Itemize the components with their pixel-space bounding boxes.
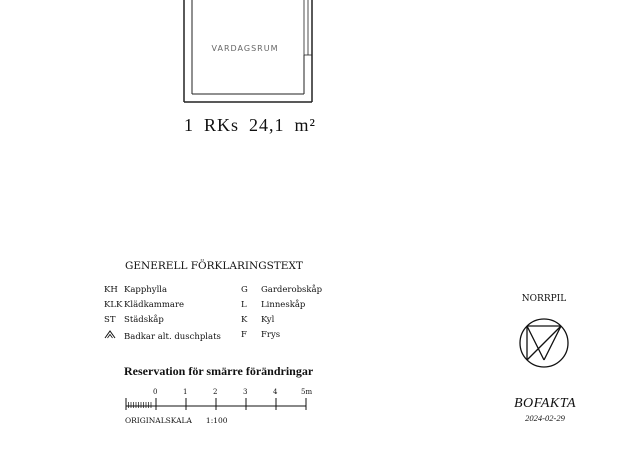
scale-tick-label: 2 bbox=[213, 388, 218, 396]
brand-date: 2024-02-29 bbox=[525, 413, 565, 423]
scale-tick-label: 1 bbox=[183, 388, 188, 396]
legend-label: Kapphylla bbox=[124, 285, 168, 295]
apartment-area-unit: m² bbox=[294, 115, 316, 135]
scale-tick-label: 3 bbox=[243, 388, 248, 396]
legend-label: Linneskåp bbox=[261, 300, 306, 310]
legend-code: K bbox=[241, 315, 248, 325]
brand-name: BOFAKTA bbox=[513, 396, 577, 411]
legend-code: KH bbox=[104, 285, 118, 295]
legend-title: GENERELL FÖRKLARINGSTEXT bbox=[125, 260, 303, 272]
legend-code: KLK bbox=[104, 300, 123, 310]
legend-item-badkar bbox=[104, 330, 221, 342]
scale-caption-label: ORIGINALSKALA bbox=[125, 416, 192, 425]
legend-label: Klädkammare bbox=[124, 300, 185, 310]
legend-code: L bbox=[241, 300, 247, 310]
reservation-note: Reservation för smärre förändringar bbox=[124, 364, 314, 378]
scale-bar bbox=[120, 394, 320, 414]
apartment-rooms: 1 bbox=[184, 115, 194, 135]
legend-item-kh bbox=[104, 285, 167, 295]
legend-code: G bbox=[241, 285, 248, 295]
legend-item-k bbox=[241, 315, 274, 325]
north-arrow-icon bbox=[517, 318, 573, 370]
legend-item-g bbox=[241, 285, 322, 295]
legend-code: ST bbox=[104, 315, 116, 325]
legend-item-st bbox=[104, 315, 164, 325]
room-label-vardagsrum: VARDAGSRUM bbox=[211, 44, 279, 53]
legend-label: Badkar alt. duschplats bbox=[124, 332, 221, 342]
legend-label: Frys bbox=[261, 330, 281, 340]
legend-item-l bbox=[241, 300, 305, 310]
apartment-area: 24,1 bbox=[249, 115, 285, 135]
legend-item-f bbox=[241, 330, 280, 340]
legend-label: Kyl bbox=[261, 315, 275, 325]
scale-tick-label: 5m bbox=[301, 388, 313, 396]
legend-code: F bbox=[241, 330, 247, 340]
apartment-size bbox=[184, 115, 326, 136]
north-arrow-label: NORRPIL bbox=[521, 294, 567, 304]
apartment-type: RKs bbox=[204, 115, 240, 135]
scale-tick-label: 0 bbox=[153, 388, 158, 396]
scale-tick-label: 4 bbox=[273, 388, 278, 396]
legend-label: Städskåp bbox=[124, 315, 164, 325]
legend-label: Garderobskåp bbox=[261, 285, 323, 295]
legend-item-klk bbox=[104, 300, 184, 310]
scale-ratio: 1:100 bbox=[205, 416, 228, 425]
bathtub-symbol-icon bbox=[104, 330, 124, 342]
scale-caption bbox=[125, 416, 228, 425]
